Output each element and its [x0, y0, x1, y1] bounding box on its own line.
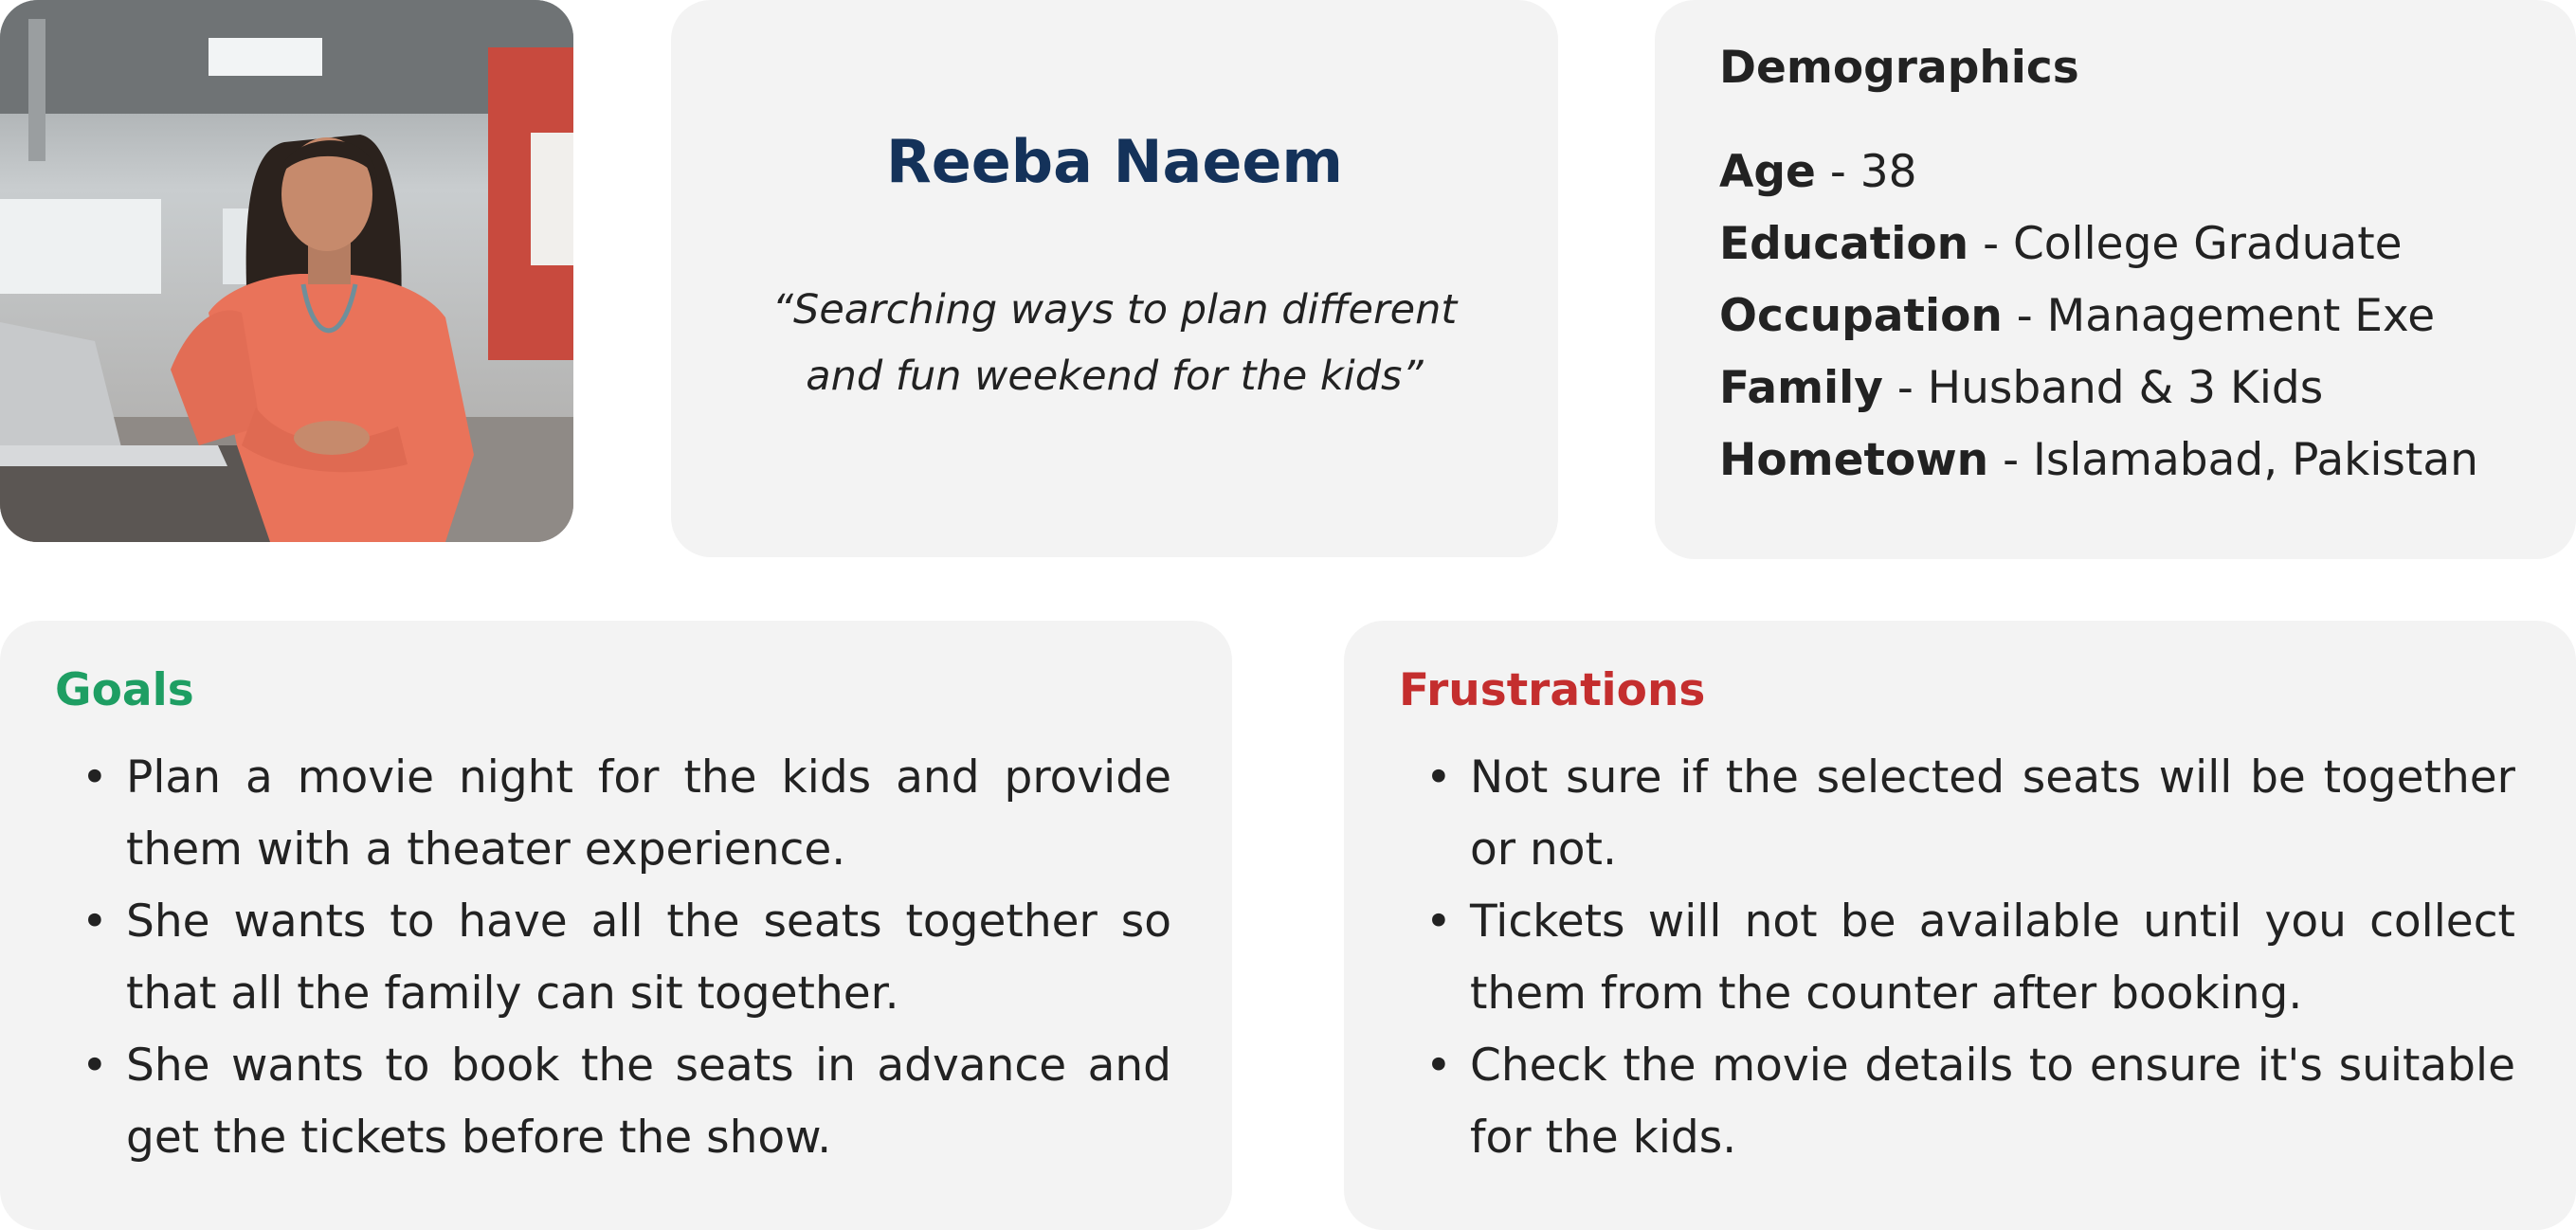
bullet-icon: • [1425, 751, 1452, 804]
persona-name-card [671, 0, 1558, 557]
demographic-separator: - [1815, 146, 1860, 198]
demographic-value: College Graduate [2012, 218, 2403, 270]
persona-quote-line-1: “Searching ways to plan different [771, 286, 1458, 334]
demographic-value: Islamabad, Pakistan [2032, 434, 2478, 486]
demographic-value: Husband & 3 Kids [1927, 362, 2324, 414]
demographic-value: Management Exe [2046, 290, 2436, 342]
demographic-label: Education [1719, 218, 1969, 270]
persona-name: Reeba Naeem [885, 127, 1344, 196]
goal-text: She wants to book the seats in advance and get the tickets before the show. [126, 1040, 1171, 1164]
demographic-separator: - [1988, 434, 2033, 486]
bullet-icon: • [82, 751, 108, 804]
demographic-label: Family [1719, 362, 1883, 414]
frustrations-title: Frustrations [1399, 664, 1706, 716]
bullet-icon: • [1425, 895, 1452, 948]
goal-text: Plan a movie night for the kids and provide them with a theater experience. [126, 751, 1171, 876]
demographic-separator: - [2002, 290, 2047, 342]
bullet-icon: • [1425, 1040, 1452, 1092]
demographic-separator: - [1968, 218, 2013, 270]
bullet-icon: • [82, 895, 108, 948]
demographic-education [1719, 208, 2576, 280]
frustration-item [1399, 1030, 2515, 1174]
demographics-card [1655, 0, 2576, 559]
demographic-separator: - [1882, 362, 1928, 414]
frustration-text: Check the movie details to ensure it's suitable for the kids. [1470, 1040, 2515, 1164]
goal-item [55, 886, 1171, 1030]
persona-quote-line-2: and fun weekend for the kids” [806, 353, 1424, 400]
goals-title: Goals [55, 664, 194, 716]
goals-list [55, 742, 1171, 1174]
persona-photo-image [0, 0, 573, 542]
frustration-text: Not sure if the selected seats will be together or not. [1470, 751, 2515, 876]
goal-text: She wants to have all the seats together so that all the family can sit together. [126, 895, 1171, 1020]
demographic-age [1719, 136, 2576, 208]
goal-item [55, 742, 1171, 886]
demographic-label: Occupation [1719, 290, 2003, 342]
persona-quote [709, 277, 1520, 409]
demographic-family [1719, 353, 2576, 425]
demographic-label: Hometown [1719, 434, 1989, 486]
frustration-item [1399, 742, 2515, 886]
frustration-text: Tickets will not be available until you collect them from the counter after booking. [1470, 895, 2515, 1020]
demographic-hometown [1719, 425, 2576, 497]
goal-item [55, 1030, 1171, 1174]
demographic-value: 38 [1859, 146, 1917, 198]
bullet-icon: • [82, 1040, 108, 1092]
goals-card [0, 621, 1232, 1230]
demographic-occupation [1719, 280, 2576, 353]
persona-photo [0, 0, 573, 542]
demographics-title: Demographics [1719, 42, 2079, 94]
frustrations-list [1399, 742, 2515, 1174]
demographic-label: Age [1719, 146, 1816, 198]
frustrations-card [1344, 621, 2576, 1230]
frustration-item [1399, 886, 2515, 1030]
